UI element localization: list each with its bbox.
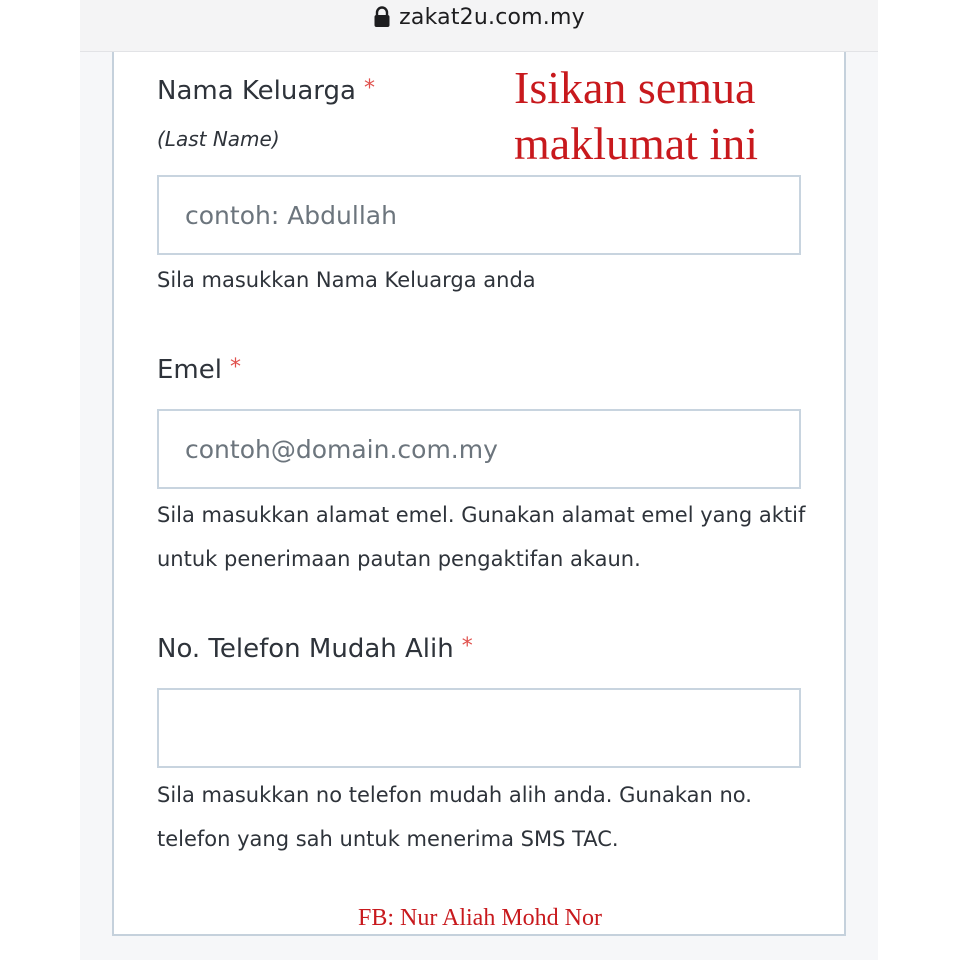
url-display[interactable] (80, 2, 878, 32)
browser-url-bar[interactable] (80, 0, 878, 52)
lock-icon (373, 6, 391, 28)
annotation-text: Isikan semua maklumat ini (514, 62, 759, 169)
last-name-label-text: Nama Keluarga (157, 76, 356, 106)
last-name-help: Sila masukkan Nama Keluarga anda (157, 268, 536, 292)
email-label-text: Emel (157, 355, 222, 385)
last-name-sublabel: (Last Name) (157, 127, 280, 151)
phone-label-text: No. Telefon Mudah Alih (157, 634, 454, 664)
watermark-text: FB: Nur Aliah Mohd Nor (357, 905, 602, 931)
last-name-label (157, 76, 375, 106)
required-marker: * (461, 634, 473, 659)
email-input[interactable] (157, 409, 801, 489)
required-marker: * (229, 355, 241, 380)
required-marker: * (363, 76, 375, 101)
phone-help: Sila masukkan no telefon mudah alih anda. Gunakan no. telefon yang sah untuk menerima SMS TAC. (157, 783, 752, 851)
phone-input[interactable] (157, 688, 801, 768)
email-help: Sila masukkan alamat emel. Gunakan alamat emel yang aktif untuk penerimaan pautan pengaktifan akaun. (157, 503, 806, 571)
last-name-input[interactable] (157, 175, 801, 255)
phone-label (157, 634, 473, 664)
url-text: zakat2u.com.my (399, 4, 585, 30)
email-label (157, 355, 241, 385)
